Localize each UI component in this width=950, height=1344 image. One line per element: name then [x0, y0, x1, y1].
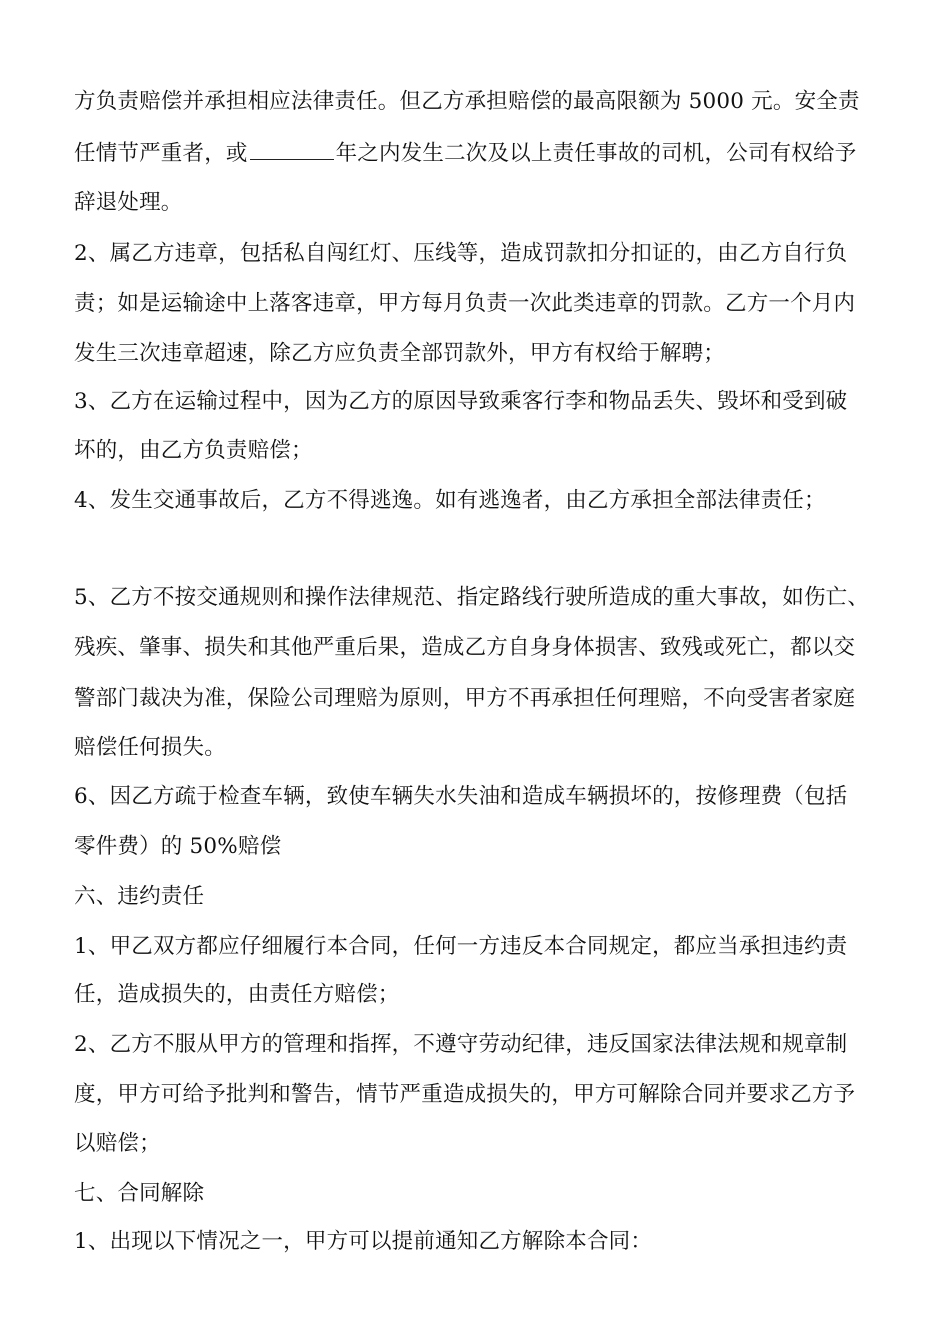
- text-line-with-blank: [74, 140, 856, 168]
- fill-in-blank[interactable]: [250, 141, 334, 160]
- text-segment: 任情节严重者，或: [74, 141, 248, 166]
- text-line: 4、发生交通事故后，乙方不得逃逸。如有逃逸者，由乙方承担全部法律责任；: [74, 488, 826, 513]
- text-line: 2、属乙方违章，包括私自闯红灯、压线等，造成罚款扣分扣证的，由乙方自行负: [74, 241, 848, 266]
- section-heading: 六、违约责任: [74, 884, 205, 909]
- text-line: 2、乙方不服从甲方的管理和指挥，不遵守劳动纪律，违反国家法律法规和规章制: [74, 1032, 848, 1057]
- text-line: 5、乙方不按交通规则和操作法律规范、指定路线行驶所造成的重大事故，如伤亡、: [74, 585, 870, 610]
- text-line: 度，甲方可给予批判和警告，情节严重造成损失的，甲方可解除合同并要求乙方予: [74, 1082, 856, 1107]
- text-line: 3、乙方在运输过程中，因为乙方的原因导致乘客行李和物品丢失、毁坏和受到破: [74, 389, 848, 414]
- text-line: 坏的，由乙方负责赔偿；: [74, 438, 313, 463]
- text-line: 辞退处理。: [74, 190, 183, 215]
- text-line: 6、因乙方疏于检查车辆，致使车辆失水失油和造成车辆损坏的，按修理费（包括: [74, 784, 848, 809]
- text-line: 零件费）的 50%赔偿: [74, 834, 282, 859]
- text-line: 责；如是运输途中上落客违章，甲方每月负责一次此类违章的罚款。乙方一个月内: [74, 291, 856, 316]
- text-line: 1、甲乙双方都应仔细履行本合同，任何一方违反本合同规定，都应当承担违约责: [74, 934, 848, 959]
- text-line: 任，造成损失的，由责任方赔偿；: [74, 982, 400, 1007]
- text-line: 赔偿任何损失。: [74, 735, 226, 760]
- text-line: 残疾、肇事、损失和其他严重后果，造成乙方自身身体损害、致残或死亡，都以交: [74, 635, 856, 660]
- section-heading: 七、合同解除: [74, 1181, 205, 1206]
- text-line: 警部门裁决为准，保险公司理赔为原则，甲方不再承担任何理赔，不向受害者家庭: [74, 686, 856, 711]
- text-line: 方负责赔偿并承担相应法律责任。但乙方承担赔偿的最高限额为 5000 元。安全责: [74, 89, 860, 114]
- text-line: 以赔偿；: [74, 1131, 161, 1156]
- text-segment: 年之内发生二次及以上责任事故的司机，公司有权给予: [335, 141, 857, 166]
- text-line: 1、出现以下情况之一，甲方可以提前通知乙方解除本合同：: [74, 1229, 653, 1254]
- text-line: 发生三次违章超速，除乙方应负责全部罚款外，甲方有权给于解聘；: [74, 341, 726, 366]
